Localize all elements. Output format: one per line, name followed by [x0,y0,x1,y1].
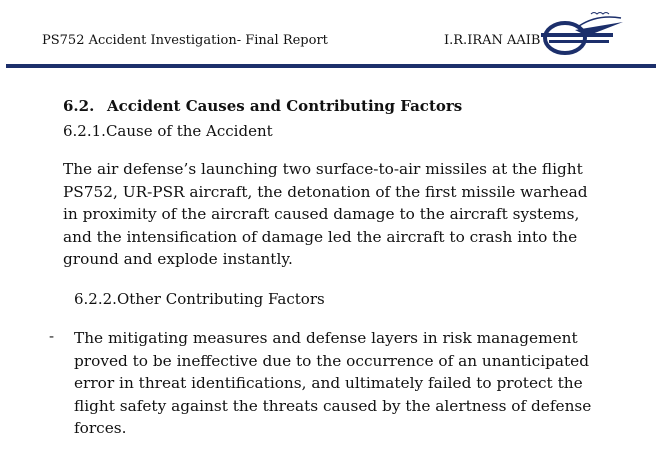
bullet-item: The mitigating measures and defense layers in risk management proved to be ineffective due to the occurrence of an unanticipated error in threat identifications, and ultimately failed to protect the flight safety against the threats caused by the alertness of defense forces. [74,329,592,438]
page-header [0,0,662,66]
bullet-marker: - [49,327,55,345]
subsection-cause-title: Cause of the Accident [105,122,273,140]
subsection-factors-title: Other Contributing Factors [116,290,325,308]
subsection-cause-heading [63,122,273,140]
section-heading [63,97,462,115]
header-divider [6,64,656,68]
organization-name: I.R.IRAN AAIB [444,33,541,48]
report-title: PS752 Accident Investigation- Final Report [42,33,328,48]
section-title: Accident Causes and Contributing Factors [107,97,463,115]
subsection-cause-number: 6.2.1. [63,122,106,140]
aaib-logo-icon [535,8,627,64]
subsection-factors-number: 6.2.2. [74,290,117,308]
cause-paragraph: The air defense’s launching two surface-to-air missiles at the flight PS752, UR-PSR aircraft, the detonation of the first missile warhead in proximity of the aircraft caused damage to the aircraft systems, and the intensification of damage led the aircraft to crash into the ground and explode instantly. [63,160,588,269]
section-number: 6.2. [63,97,95,115]
subsection-factors-heading [74,290,325,308]
